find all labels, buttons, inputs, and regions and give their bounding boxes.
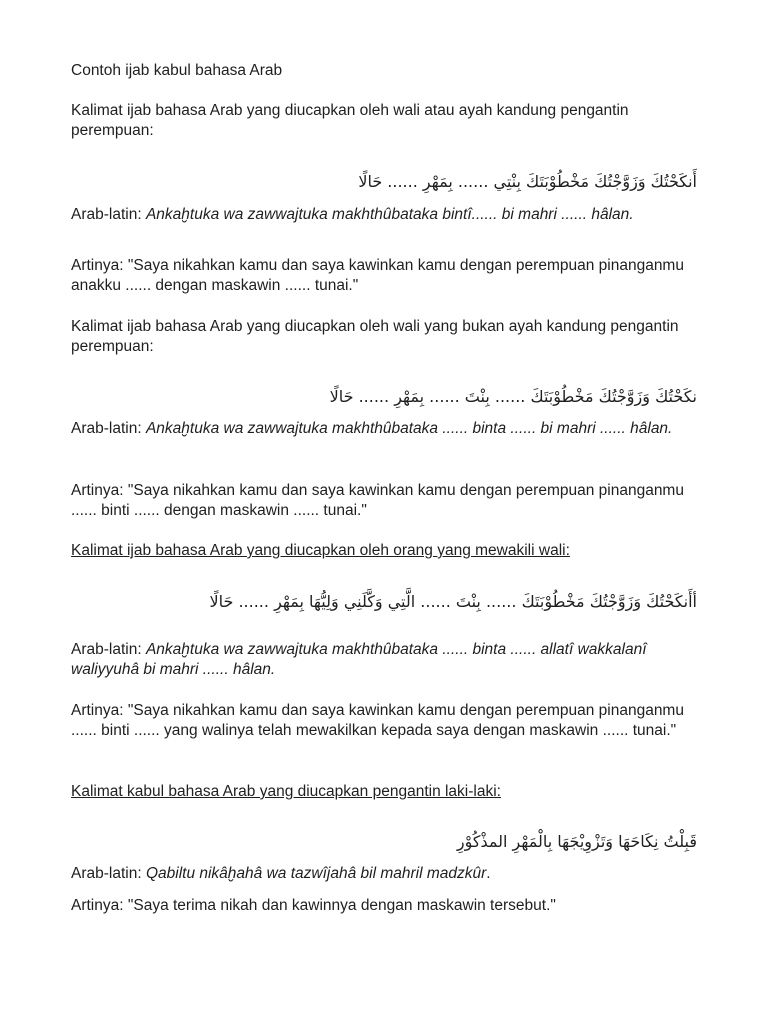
document-title: Contoh ijab kabul bahasa Arab — [71, 62, 283, 79]
section-3-meaning: Artinya: "Saya nikahkan kamu dan saya kawinkan kamu dengan perempuan pinanganmu ...... binti ...... yang walinya telah mewakilkan kepada saya dengan maskawin ...... tunai." — [71, 702, 684, 739]
section-4-arabic: قَبِلْتُ نِكَاحَهَا وَتَزْوِيْجَهَا بِالْمَهْرِ المذْكُوْرِ — [456, 832, 697, 851]
latin-label: Arab-latin: — [71, 206, 146, 223]
section-1-latin — [71, 205, 701, 225]
section-2-arabic: نكَحْتُكَ وَزَوَّجْتُكَ مَخْطُوْبَتَكَ ...... بِنْتَ ...... بِمَهْرِ ...... حَالًا — [329, 387, 697, 406]
latin-text: Ankaḫtuka wa zawwajtuka makhthûbataka ...... binta ...... bi mahri ...... hâlan. — [145, 420, 673, 437]
latin-label: Arab-latin: — [71, 420, 146, 437]
latin-text: Ankaḫtuka wa zawwajtuka makhthûbataka ...... binta ...... allatî wakkalanî waliyyuhâ bi mahri ...... hâlan. — [71, 641, 647, 678]
section-1-heading: Kalimat ijab bahasa Arab yang diucapkan oleh wali atau ayah kandung pengantin perempuan: — [71, 102, 629, 139]
latin-text: Ankaḫtuka wa zawwajtuka makhthûbataka bintî...... bi mahri ...... hâlan. — [145, 206, 634, 223]
section-3-arabic: أأَنكَحْتُكَ وَزَوَّجْتُكَ مَخْطُوْبَتَكَ ...... بِنْتَ ...... الَّتِي وَكَّلَنِي وَلِيُّهَا بِمَهْرِ ...... حَالًا — [209, 592, 697, 611]
section-1-arabic: أَنكَحْتُكَ وَزَوَّجْتُكَ مَخْطُوْبَتَكَ بِنْتِي ...... بِمَهْرِ ...... حَالًا — [358, 172, 697, 191]
latin-label: Arab-latin: — [71, 641, 146, 658]
section-4-latin — [71, 864, 701, 884]
section-4-heading: Kalimat kabul bahasa Arab yang diucapkan pengantin laki-laki: — [71, 783, 501, 800]
section-3-heading: Kalimat ijab bahasa Arab yang diucapkan oleh orang yang mewakili wali: — [71, 542, 570, 559]
section-3-latin — [71, 640, 701, 680]
section-2-latin — [71, 419, 701, 439]
latin-label: Arab-latin: — [71, 865, 146, 882]
latin-suffix: . — [486, 865, 491, 882]
section-1-meaning: Artinya: "Saya nikahkan kamu dan saya kawinkan kamu dengan perempuan pinanganmu anakku ...... dengan maskawin ...... tunai." — [71, 257, 684, 294]
section-4-meaning: Artinya: "Saya terima nikah dan kawinnya dengan maskawin tersebut." — [71, 897, 556, 914]
latin-text: Qabiltu nikâḫahâ wa tazwîjahâ bil mahril madzkûr — [145, 865, 487, 882]
section-2-meaning: Artinya: "Saya nikahkan kamu dan saya kawinkan kamu dengan perempuan pinanganmu ...... binti ...... dengan maskawin ...... tunai." — [71, 482, 684, 519]
section-2-heading: Kalimat ijab bahasa Arab yang diucapkan oleh wali yang bukan ayah kandung pengantin perempuan: — [71, 318, 679, 355]
